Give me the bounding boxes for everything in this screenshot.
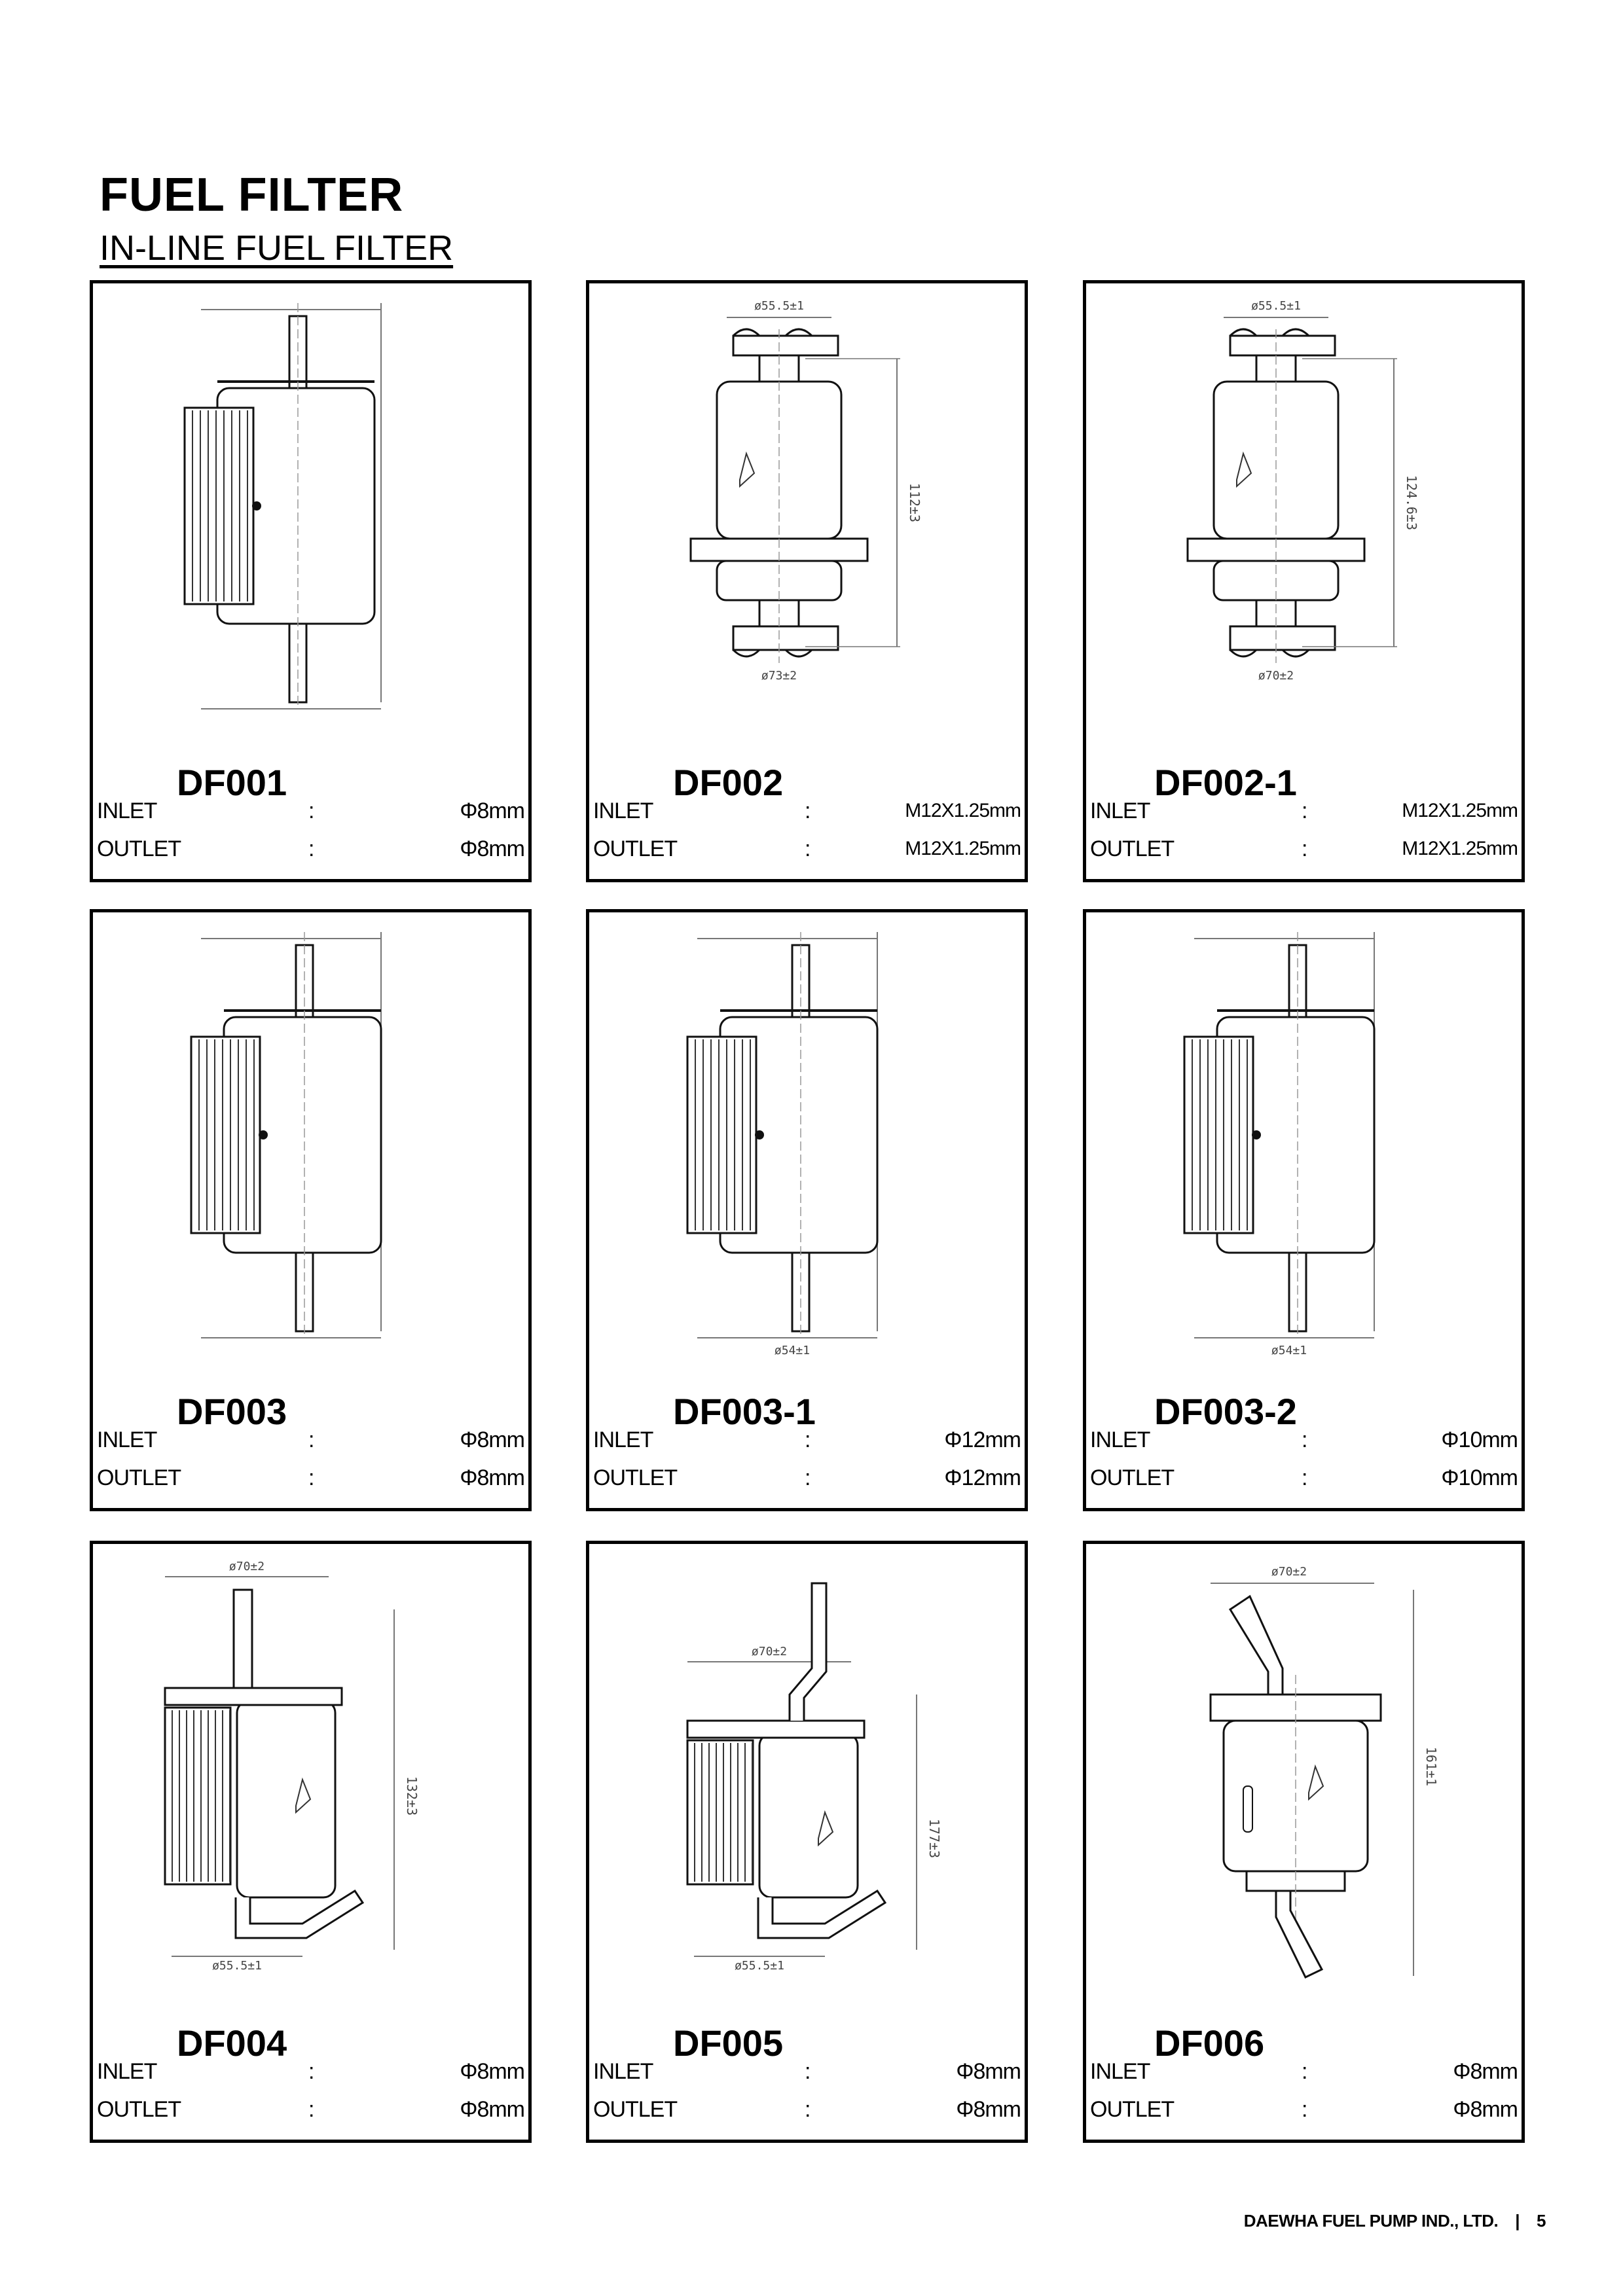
inlet-spec-row xyxy=(97,794,524,828)
spec-colon: : xyxy=(308,2059,314,2084)
outlet-value: M12X1.25mm xyxy=(905,838,1021,859)
dimension-label: 132±3 xyxy=(404,1776,420,1816)
inlet-spec-row xyxy=(593,1423,1021,1457)
inlet-label: INLET xyxy=(1090,798,1150,823)
page-number: 5 xyxy=(1537,2211,1546,2231)
outlet-value: Φ8mm xyxy=(460,836,524,861)
product-code: DF002 xyxy=(673,762,784,803)
inlet-value: M12X1.25mm xyxy=(1402,800,1518,821)
inlet-value: Φ8mm xyxy=(460,1427,524,1452)
outlet-value: Φ8mm xyxy=(460,2097,524,2122)
inlet-value: Φ8mm xyxy=(1453,2059,1518,2084)
dimension-label: ø54±1 xyxy=(1271,1344,1307,1357)
technical-drawing xyxy=(589,283,1025,879)
outlet-spec-row xyxy=(97,1461,524,1495)
dimension-label: 161±1 xyxy=(1423,1746,1439,1787)
filter-drawing xyxy=(691,299,922,683)
product-code: DF003-2 xyxy=(1154,1391,1297,1432)
product-card xyxy=(586,1541,1028,2143)
outlet-label: OUTLET xyxy=(593,1465,678,1490)
dimension-label: ø55.5±1 xyxy=(754,299,804,313)
inlet-label: INLET xyxy=(1090,2059,1150,2084)
inlet-spec-row xyxy=(97,1423,524,1457)
inlet-value: Φ10mm xyxy=(1441,1427,1518,1452)
outlet-label: OUTLET xyxy=(593,836,678,861)
technical-drawing xyxy=(1086,1544,1522,2140)
outlet-value: Φ8mm xyxy=(1453,2097,1518,2122)
inlet-value: Φ12mm xyxy=(944,1427,1021,1452)
dimension-label: 112±3 xyxy=(907,482,922,523)
footer-separator: | xyxy=(1515,2211,1520,2231)
product-card xyxy=(90,909,532,1511)
outlet-spec-row xyxy=(593,832,1021,866)
product-card xyxy=(586,909,1028,1511)
filter-drawing xyxy=(1188,299,1419,683)
dimension-label: ø73±2 xyxy=(761,669,797,683)
spec-colon: : xyxy=(805,2059,811,2084)
inlet-label: INLET xyxy=(1090,1427,1150,1452)
spec-colon: : xyxy=(1302,2059,1307,2084)
inlet-label: INLET xyxy=(97,2059,157,2084)
product-code: DF001 xyxy=(177,762,287,803)
inlet-spec-row xyxy=(1090,1423,1518,1457)
dimension-label: ø55.5±1 xyxy=(1251,299,1301,313)
product-code: DF003 xyxy=(177,1391,287,1432)
technical-drawing xyxy=(1086,912,1522,1508)
outlet-label: OUTLET xyxy=(593,2097,678,2122)
inlet-value: M12X1.25mm xyxy=(905,800,1021,821)
spec-colon: : xyxy=(308,1427,314,1452)
filter-drawing xyxy=(1211,1565,1439,1977)
product-code: DF003-1 xyxy=(673,1391,816,1432)
dimension-label: ø54±1 xyxy=(774,1344,811,1357)
inlet-label: INLET xyxy=(97,1427,157,1452)
technical-drawing xyxy=(1086,283,1522,879)
outlet-spec-row xyxy=(97,2092,524,2126)
technical-drawing xyxy=(93,283,528,879)
spec-colon: : xyxy=(1302,1465,1307,1490)
spec-colon: : xyxy=(1302,798,1307,823)
outlet-label: OUTLET xyxy=(1090,836,1175,861)
inlet-label: INLET xyxy=(593,1427,653,1452)
product-card xyxy=(1083,280,1525,882)
product-card xyxy=(90,1541,532,2143)
dimension-label: ø70±2 xyxy=(1271,1565,1307,1579)
spec-colon: : xyxy=(805,836,811,861)
outlet-value: Φ8mm xyxy=(956,2097,1021,2122)
outlet-label: OUTLET xyxy=(97,836,181,861)
page-subtitle: IN-LINE FUEL FILTER xyxy=(100,228,454,268)
dimension-label: ø70±2 xyxy=(751,1645,788,1659)
dimension-label: 177±3 xyxy=(926,1818,942,1859)
spec-colon: : xyxy=(1302,2097,1307,2122)
page-title: FUEL FILTER xyxy=(100,169,404,221)
spec-colon: : xyxy=(308,2097,314,2122)
product-card xyxy=(1083,909,1525,1511)
technical-drawing xyxy=(589,1544,1025,2140)
outlet-spec-row xyxy=(1090,832,1518,866)
inlet-spec-row xyxy=(97,2054,524,2089)
spec-colon: : xyxy=(1302,836,1307,861)
inlet-value: Φ8mm xyxy=(460,798,524,823)
outlet-spec-row xyxy=(97,832,524,866)
technical-drawing xyxy=(93,1544,528,2140)
outlet-spec-row xyxy=(593,1461,1021,1495)
outlet-value: M12X1.25mm xyxy=(1402,838,1518,859)
company-name: DAEWHA FUEL PUMP IND., LTD. xyxy=(1243,2211,1499,2231)
filter-drawing xyxy=(165,1560,420,1973)
outlet-label: OUTLET xyxy=(1090,2097,1175,2122)
inlet-label: INLET xyxy=(593,2059,653,2084)
product-code: DF004 xyxy=(177,2022,287,2064)
spec-colon: : xyxy=(805,2097,811,2122)
page-footer xyxy=(1244,2211,1546,2231)
outlet-label: OUTLET xyxy=(97,2097,181,2122)
outlet-label: OUTLET xyxy=(97,1465,181,1490)
dimension-label: ø70±2 xyxy=(1258,669,1294,683)
dimension-label: ø55.5±1 xyxy=(735,1959,784,1973)
filter-drawing xyxy=(1184,932,1374,1357)
product-card xyxy=(586,280,1028,882)
inlet-spec-row xyxy=(593,2054,1021,2089)
outlet-value: Φ10mm xyxy=(1441,1465,1518,1490)
inlet-label: INLET xyxy=(593,798,653,823)
product-card xyxy=(90,280,532,882)
outlet-spec-row xyxy=(593,2092,1021,2126)
outlet-value: Φ12mm xyxy=(944,1465,1021,1490)
spec-colon: : xyxy=(308,1465,314,1490)
product-code: DF005 xyxy=(673,2022,784,2064)
filter-drawing xyxy=(687,932,877,1357)
outlet-spec-row xyxy=(1090,2092,1518,2126)
dimension-label: ø70±2 xyxy=(228,1560,265,1573)
inlet-spec-row xyxy=(1090,794,1518,828)
filter-drawing xyxy=(191,932,381,1338)
dimension-label: 124.6±3 xyxy=(1404,475,1419,531)
outlet-label: OUTLET xyxy=(1090,1465,1175,1490)
inlet-spec-row xyxy=(593,794,1021,828)
outlet-spec-row xyxy=(1090,1461,1518,1495)
product-code: DF006 xyxy=(1154,2022,1265,2064)
inlet-value: Φ8mm xyxy=(956,2059,1021,2084)
spec-colon: : xyxy=(1302,1427,1307,1452)
product-code: DF002-1 xyxy=(1154,762,1297,803)
spec-colon: : xyxy=(805,798,811,823)
technical-drawing xyxy=(93,912,528,1508)
spec-colon: : xyxy=(805,1427,811,1452)
spec-colon: : xyxy=(308,798,314,823)
inlet-value: Φ8mm xyxy=(460,2059,524,2084)
outlet-value: Φ8mm xyxy=(460,1465,524,1490)
product-card xyxy=(1083,1541,1525,2143)
filter-drawing xyxy=(687,1583,942,1973)
inlet-spec-row xyxy=(1090,2054,1518,2089)
inlet-label: INLET xyxy=(97,798,157,823)
filter-drawing xyxy=(185,303,381,709)
spec-colon: : xyxy=(308,836,314,861)
spec-colon: : xyxy=(805,1465,811,1490)
dimension-label: ø55.5±1 xyxy=(212,1959,262,1973)
